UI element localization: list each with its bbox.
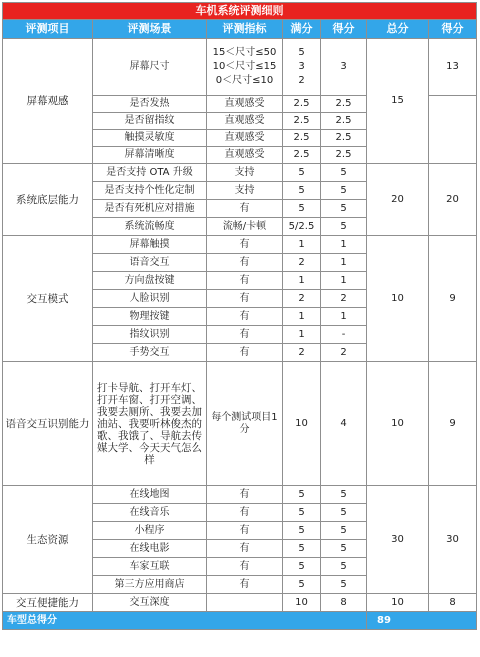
scene-cell: 人脸识别 [93,290,207,308]
table-row [3,236,477,254]
score-cell: 2 [321,344,367,362]
interaction-total: 10 [367,236,429,362]
table-row [3,164,477,182]
scene-cell: 在线地图 [93,486,207,504]
score-cell: 5 [321,486,367,504]
full-cell: 2.5 [283,130,321,147]
scene-cell: 指纹识别 [93,326,207,344]
size-metric-1: 15＜尺寸≤50 [212,47,277,58]
screen-total: 15 [367,39,429,164]
full-cell: 5 [283,540,321,558]
metric-cell: 每个测试项目1分 [207,362,283,486]
metric-cell [207,594,283,612]
full-cell: 5 [283,486,321,504]
header-item: 评测项目 [3,20,93,39]
system-got: 20 [429,164,477,236]
metric-cell: 直观感受 [207,130,283,147]
scene-cell: 物理按键 [93,308,207,326]
scene-cell: 系统流畅度 [93,218,207,236]
full-cell: 2 [283,254,321,272]
score-cell: 5 [321,218,367,236]
full-cell: 10 [283,594,321,612]
header-scene: 评测场景 [93,20,207,39]
full-cell: 5 [283,522,321,540]
metric-cell: 有 [207,344,283,362]
score-cell: 1 [321,236,367,254]
score-cell: 5 [321,182,367,200]
full-cell: 1 [283,236,321,254]
full-cell: 5 [283,558,321,576]
evaluation-table [2,2,477,630]
metric-cell: 有 [207,576,283,594]
score-cell: - [321,326,367,344]
scene-cell: 是否有死机应对措施 [93,200,207,218]
metric-cell: 有 [207,522,283,540]
header-total-score: 得分 [429,20,477,39]
metric-cell: 有 [207,272,283,290]
score-cell: 1 [321,254,367,272]
voice-total: 10 [367,362,429,486]
voice-scene-cell: 打卡导航、打开车灯、打开车窗、打开空调、我要去厕所、我要去加油站、我要听林俊杰的歌、我饿了、导航去传媒大学、今天天气怎么样 [93,362,207,486]
score-cell: 5 [321,200,367,218]
size-metric-3: 0＜尺寸≤10 [215,75,274,86]
scene-cell: 触摸灵敏度 [93,130,207,147]
score-cell: 2.5 [321,130,367,147]
scene-cell: 方向盘按键 [93,272,207,290]
size-full-3: 2 [298,75,305,86]
size-full-1: 5 [298,47,305,58]
scene-cell: 在线音乐 [93,504,207,522]
scene-cell: 是否发热 [93,96,207,113]
metric-cell: 直观感受 [207,147,283,164]
scene-cell: 车家互联 [93,558,207,576]
scene-cell: 是否支持 OTA 升级 [93,164,207,182]
score-cell: 5 [321,576,367,594]
metric-cell [207,39,283,96]
score-cell: 8 [321,594,367,612]
full-cell: 5 [283,200,321,218]
score-cell: 2.5 [321,147,367,164]
category-ecosystem: 生态资源 [3,486,93,594]
metric-cell: 有 [207,558,283,576]
scene-cell: 交互深度 [93,594,207,612]
score-cell: 4 [321,362,367,486]
screen-got: 13 [429,39,477,96]
size-full-2: 3 [298,61,305,72]
scene-cell: 第三方应用商店 [93,576,207,594]
scene-cell: 是否支持个性化定制 [93,182,207,200]
table-title: 车机系统评测细则 [3,3,477,20]
score-cell: 5 [321,540,367,558]
scene-cell: 是否留指纹 [93,113,207,130]
category-system: 系统底层能力 [3,164,93,236]
ecosystem-got: 30 [429,486,477,594]
score-cell: 2.5 [321,113,367,130]
full-cell: 2.5 [283,147,321,164]
full-cell: 1 [283,308,321,326]
convenience-got: 8 [429,594,477,612]
score-cell: 5 [321,558,367,576]
score-cell: 5 [321,504,367,522]
metric-cell: 直观感受 [207,113,283,130]
score-cell: 5 [321,522,367,540]
score-cell: 1 [321,308,367,326]
evaluation-sheet [2,2,478,653]
table-row [3,594,477,612]
empty-cell [429,96,477,164]
header-metric: 评测指标 [207,20,283,39]
voice-got: 9 [429,362,477,486]
score-cell: 1 [321,272,367,290]
header-score: 得分 [321,20,367,39]
scene-cell: 屏幕触摸 [93,236,207,254]
full-cell: 5 [283,576,321,594]
full-cell: 2 [283,290,321,308]
full-cell: 2.5 [283,96,321,113]
metric-cell: 有 [207,200,283,218]
scene-cell: 手势交互 [93,344,207,362]
size-metric-2: 10＜尺寸≤15 [212,61,277,72]
table-row [3,486,477,504]
scene-cell: 在线电影 [93,540,207,558]
score-cell: 5 [321,164,367,182]
metric-cell: 支持 [207,164,283,182]
full-cell [283,39,321,96]
full-cell: 1 [283,326,321,344]
category-screen: 屏幕观感 [3,39,93,164]
scene-cell: 语音交互 [93,254,207,272]
table-row [3,39,477,96]
scene-cell: 屏幕清晰度 [93,147,207,164]
metric-cell: 支持 [207,182,283,200]
full-cell: 2 [283,344,321,362]
score-cell: 2.5 [321,96,367,113]
scene-cell: 小程序 [93,522,207,540]
footer-total: 89 [367,612,477,630]
category-interaction: 交互模式 [3,236,93,362]
interaction-got: 9 [429,236,477,362]
metric-cell: 有 [207,254,283,272]
metric-cell: 直观感受 [207,96,283,113]
footer-row [3,612,477,630]
footer-label: 车型总得分 [3,612,367,630]
header-total: 总分 [367,20,429,39]
score-cell: 3 [321,39,367,96]
metric-cell: 有 [207,540,283,558]
full-cell: 1 [283,272,321,290]
convenience-total: 10 [367,594,429,612]
category-convenience: 交互便捷能力 [3,594,93,612]
scene-cell: 屏幕尺寸 [93,39,207,96]
header-full-score: 满分 [283,20,321,39]
full-cell: 5/2.5 [283,218,321,236]
metric-cell: 有 [207,326,283,344]
category-voice: 语音交互识别能力 [3,362,93,486]
system-total: 20 [367,164,429,236]
metric-cell: 有 [207,236,283,254]
full-cell: 10 [283,362,321,486]
score-cell: 2 [321,290,367,308]
table-row [3,362,477,486]
metric-cell: 流畅/卡顿 [207,218,283,236]
metric-cell: 有 [207,308,283,326]
full-cell: 5 [283,164,321,182]
full-cell: 5 [283,504,321,522]
metric-cell: 有 [207,504,283,522]
metric-cell: 有 [207,290,283,308]
full-cell: 2.5 [283,113,321,130]
metric-cell: 有 [207,486,283,504]
ecosystem-total: 30 [367,486,429,594]
full-cell: 5 [283,182,321,200]
